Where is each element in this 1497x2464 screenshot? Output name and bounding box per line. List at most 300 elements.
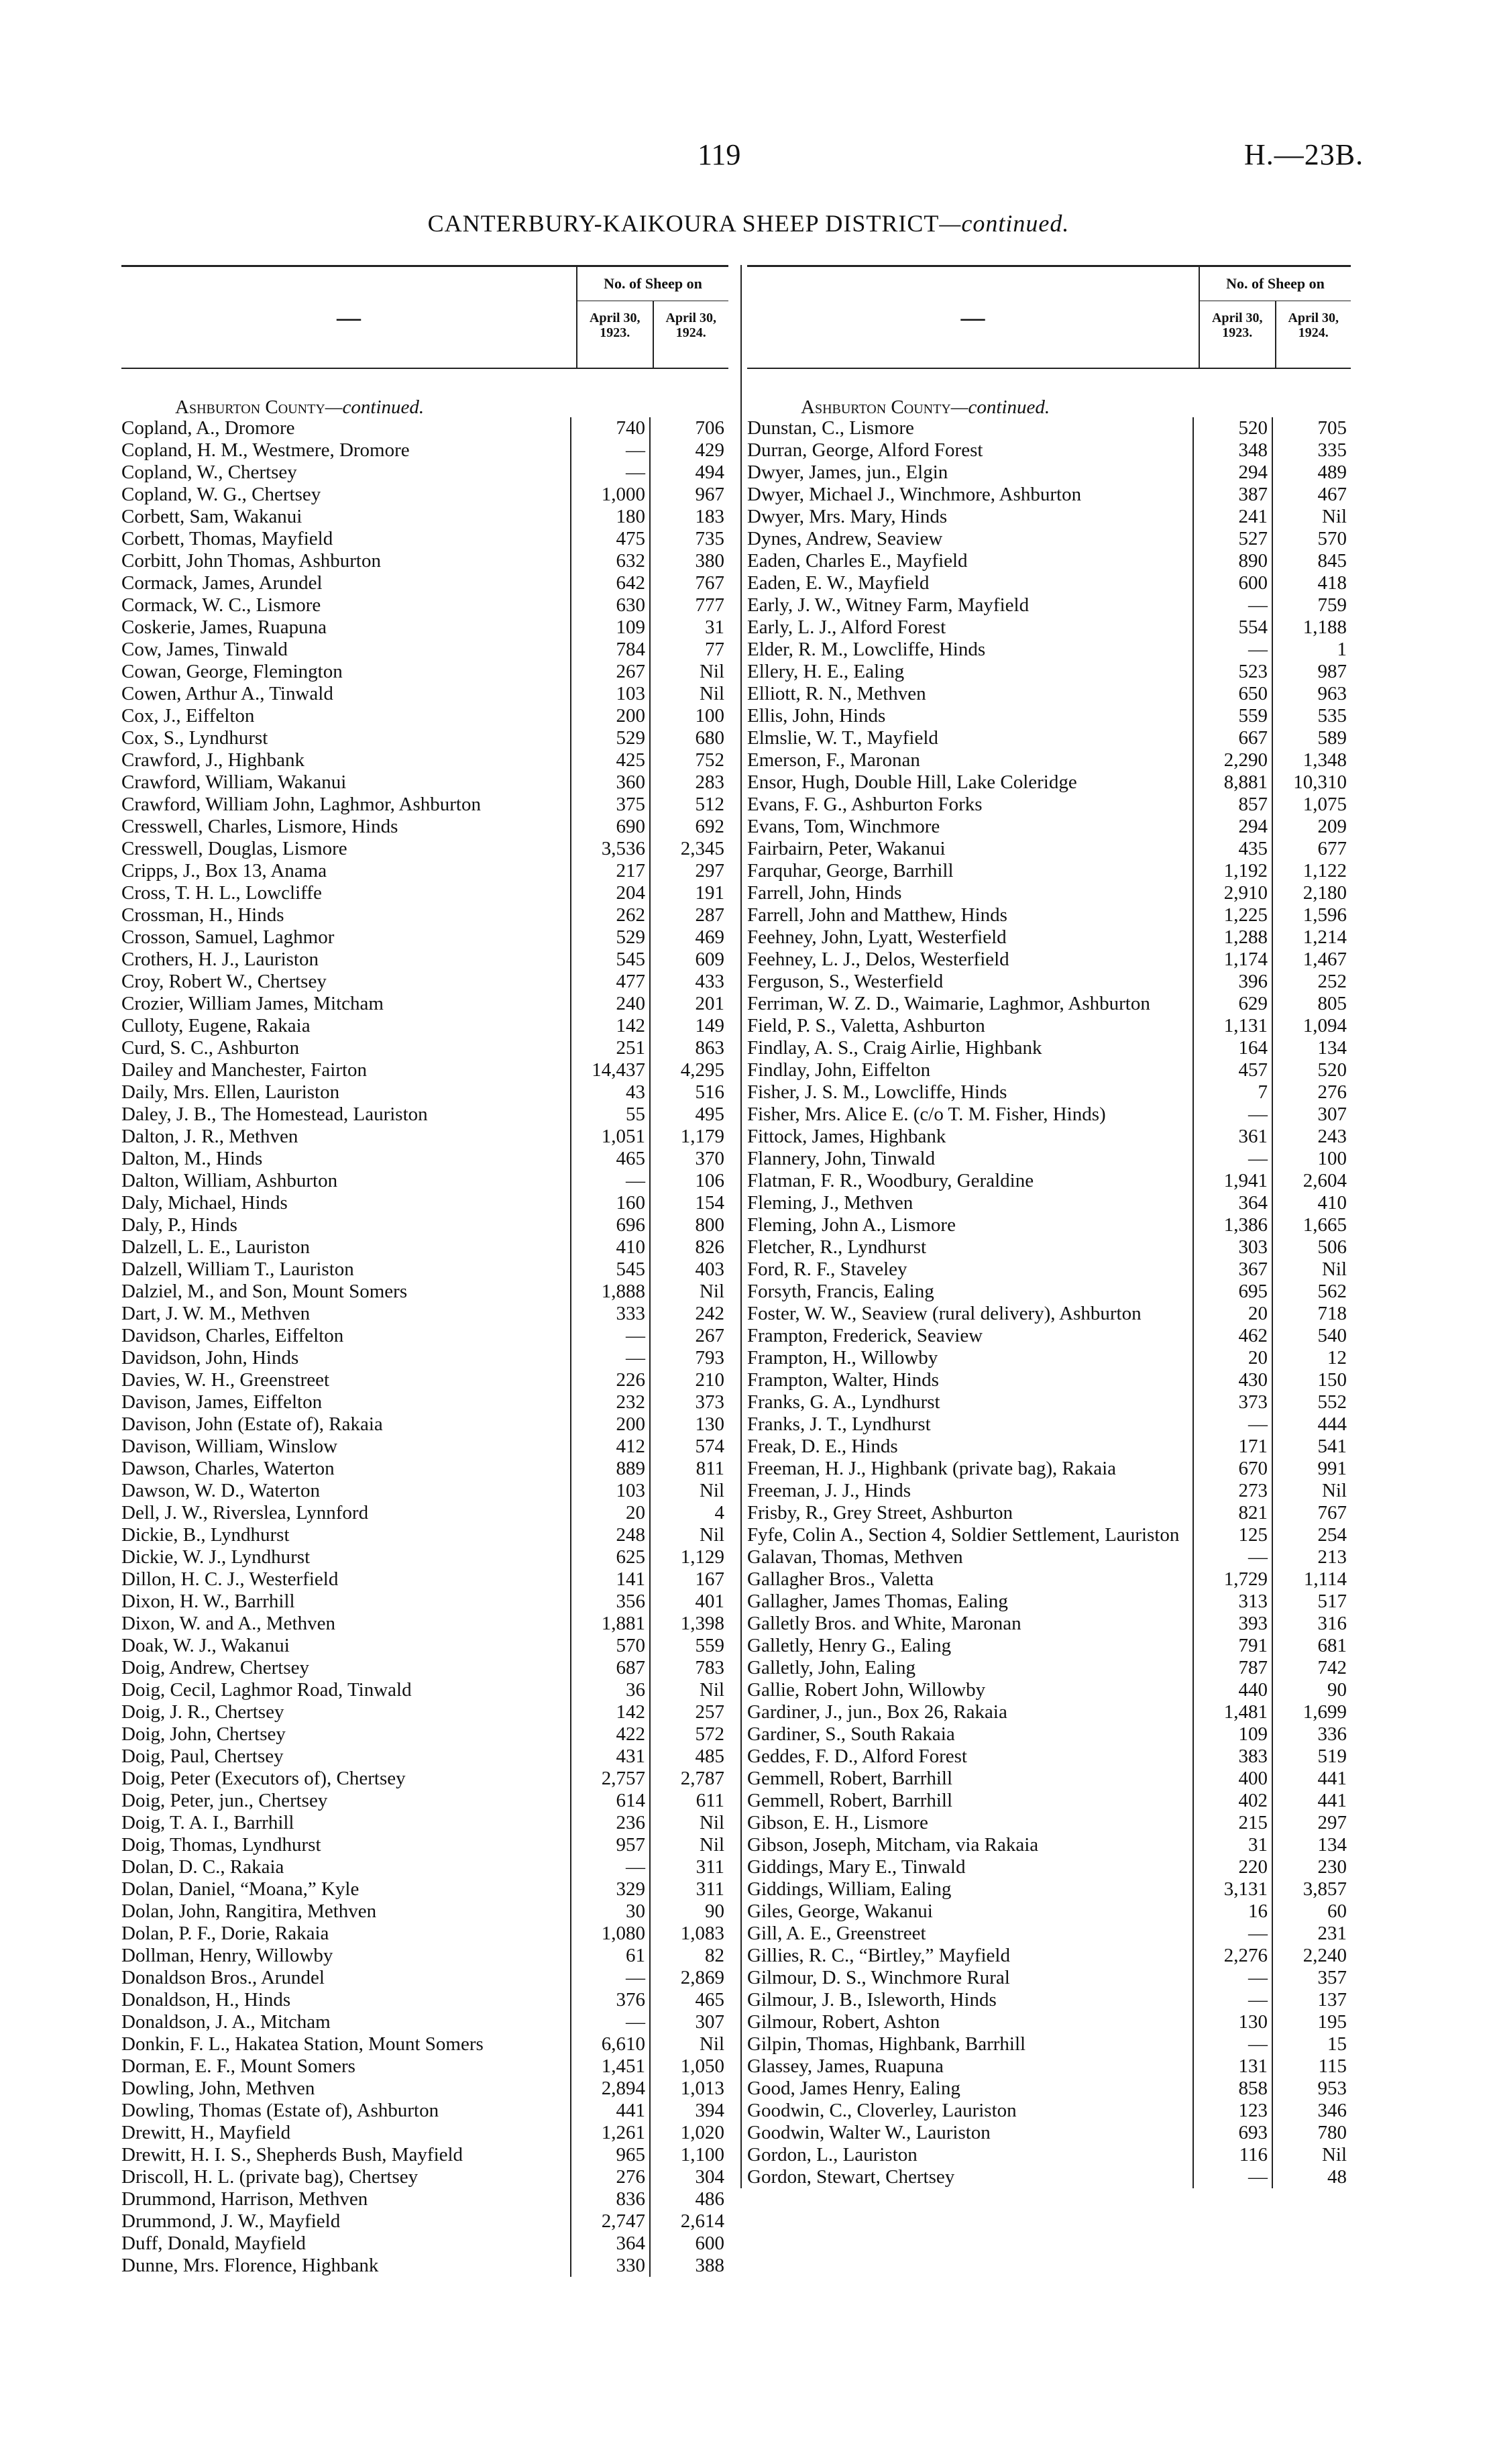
sheep-1924: 681 xyxy=(1272,1635,1351,1657)
owner-name: Dalton, M., Hinds xyxy=(121,1148,263,1169)
sheep-1923: 7 xyxy=(1193,1081,1272,1104)
sheep-1923: 294 xyxy=(1193,816,1272,838)
sheep-1923: 1,000 xyxy=(570,484,649,506)
sheep-1924: 444 xyxy=(1272,1413,1351,1436)
sheep-1924: 467 xyxy=(1272,484,1351,506)
owner-name: Ferriman, W. Z. D., Waimarie, Laghmor, Ashburton xyxy=(747,993,1150,1014)
table-row xyxy=(747,1480,1351,1502)
owner-name: Cowen, Arthur A., Tinwald xyxy=(121,683,333,704)
owner-name: Flatman, F. R., Woodbury, Geraldine xyxy=(747,1170,1034,1191)
sheep-1924: 380 xyxy=(649,550,728,572)
sheep-1923: 294 xyxy=(1193,462,1272,484)
sheep-1923: 109 xyxy=(1193,1723,1272,1746)
owner-name: Frampton, H., Willowby xyxy=(747,1347,938,1369)
table-row xyxy=(121,816,728,838)
table-row xyxy=(747,2144,1351,2166)
sheep-1923: 957 xyxy=(570,1834,649,1856)
table-row xyxy=(121,838,728,860)
sheep-1924: 195 xyxy=(1272,2011,1351,2033)
owner-name: Copland, W. G., Chertsey xyxy=(121,484,321,505)
table-row xyxy=(121,1148,728,1170)
table-row xyxy=(747,1214,1351,1236)
sheep-1924: 1,122 xyxy=(1272,860,1351,882)
owner-name: Dwyer, Michael J., Winchmore, Ashburton xyxy=(747,484,1082,505)
owner-name: Ellery, H. E., Ealing xyxy=(747,661,905,682)
sheep-1923: 1,386 xyxy=(1193,1214,1272,1236)
sheep-1924: 600 xyxy=(649,2233,728,2255)
sheep-1924: 267 xyxy=(649,1325,728,1347)
table-row xyxy=(121,1258,728,1281)
sheep-1924: 403 xyxy=(649,1258,728,1281)
sheep-1924: 1,129 xyxy=(649,1546,728,1568)
table-row xyxy=(747,1325,1351,1347)
owner-name: Evans, F. G., Ashburton Forks xyxy=(747,794,983,815)
sheep-1923: 2,910 xyxy=(1193,882,1272,904)
owner-name: Crothers, H. J., Lauriston xyxy=(121,949,319,970)
sheep-1923: 220 xyxy=(1193,1856,1272,1878)
sheep-1924: 2,180 xyxy=(1272,882,1351,904)
sheep-1923: 376 xyxy=(570,1989,649,2011)
sheep-1924: 800 xyxy=(649,1214,728,1236)
sheep-1923: 1,225 xyxy=(1193,904,1272,926)
table-row xyxy=(121,639,728,661)
owner-name: Cresswell, Douglas, Lismore xyxy=(121,838,347,859)
owner-name: Crozier, William James, Mitcham xyxy=(121,993,384,1014)
sheep-1924: 777 xyxy=(649,594,728,617)
sheep-1924: 307 xyxy=(649,2011,728,2033)
table-row xyxy=(747,1369,1351,1391)
section-suffix: —continued. xyxy=(325,396,425,418)
sheep-1924: 517 xyxy=(1272,1591,1351,1613)
table-row xyxy=(747,1458,1351,1480)
table-row xyxy=(121,484,728,506)
sheep-1923: 3,131 xyxy=(1193,1878,1272,1900)
sheep-1924: 826 xyxy=(649,1236,728,1258)
table-header xyxy=(747,265,1351,369)
sheep-1924: 589 xyxy=(1272,727,1351,749)
sheep-1924: 77 xyxy=(649,639,728,661)
sheep-1924: 283 xyxy=(649,771,728,794)
sheep-1923: 670 xyxy=(1193,1458,1272,1480)
sheep-1923: — xyxy=(1193,1104,1272,1126)
table-row xyxy=(747,1192,1351,1214)
sheep-1924: 82 xyxy=(649,1945,728,1967)
table-row xyxy=(747,1104,1351,1126)
sheep-1924: 469 xyxy=(649,926,728,949)
owner-name: Fairbairn, Peter, Wakanui xyxy=(747,838,946,859)
sheep-1923: 614 xyxy=(570,1790,649,1812)
table-row xyxy=(747,1037,1351,1059)
name-column-header: — xyxy=(337,304,361,331)
owner-name: Dalziel, M., and Son, Mount Somers xyxy=(121,1281,408,1302)
owner-name: Doig, John, Chertsey xyxy=(121,1723,286,1745)
sheep-1924: 201 xyxy=(649,993,728,1015)
sheep-1924: 297 xyxy=(649,860,728,882)
sheep-1924: 1,114 xyxy=(1272,1568,1351,1591)
table-row xyxy=(747,1258,1351,1281)
table-row xyxy=(121,949,728,971)
document-reference: H.—23B. xyxy=(1244,138,1364,171)
owner-name: Cross, T. H. L., Lowcliffe xyxy=(121,882,322,904)
owner-name: Dalton, J. R., Methven xyxy=(121,1126,298,1147)
sheep-1924: 276 xyxy=(1272,1081,1351,1104)
table-row xyxy=(747,1236,1351,1258)
year-headers xyxy=(577,301,728,368)
title-suffix: —continued. xyxy=(939,210,1070,237)
sheep-1924: 1,083 xyxy=(649,1923,728,1945)
sheep-1924: 10,310 xyxy=(1272,771,1351,794)
owner-name: Davidson, Charles, Eiffelton xyxy=(121,1325,344,1346)
sheep-1923: 330 xyxy=(570,2255,649,2277)
sheep-1924: 535 xyxy=(1272,705,1351,727)
sheep-1923: 267 xyxy=(570,661,649,683)
owner-name: Donaldson, J. A., Mitcham xyxy=(121,2011,331,2033)
owner-name: Farrell, John, Hinds xyxy=(747,882,902,904)
sheep-1923: 1,261 xyxy=(570,2122,649,2144)
sheep-1923: 141 xyxy=(570,1568,649,1591)
table-row xyxy=(121,1170,728,1192)
owner-name: Dolan, Daniel, “Moana,” Kyle xyxy=(121,1878,359,1900)
sheep-1924: Nil xyxy=(649,1281,728,1303)
sheep-1923: 400 xyxy=(1193,1768,1272,1790)
sheep-1923: 889 xyxy=(570,1458,649,1480)
sheep-1923: 696 xyxy=(570,1214,649,1236)
table-row xyxy=(121,1613,728,1635)
sheep-1923: 791 xyxy=(1193,1635,1272,1657)
sheep-1924: Nil xyxy=(1272,506,1351,528)
sheep-1924: 297 xyxy=(1272,1812,1351,1834)
sheep-1924: 1,596 xyxy=(1272,904,1351,926)
owner-name: Dickie, B., Lyndhurst xyxy=(121,1524,290,1546)
table-row xyxy=(121,794,728,816)
table-row xyxy=(121,1347,728,1369)
sheep-1924: 987 xyxy=(1272,661,1351,683)
sheep-1923: 529 xyxy=(570,926,649,949)
sheep-1923: 559 xyxy=(1193,705,1272,727)
sheep-1923: 465 xyxy=(570,1148,649,1170)
sheep-1924: 287 xyxy=(649,904,728,926)
owner-name: Dolan, John, Rangitira, Methven xyxy=(121,1900,377,1922)
sheep-1923: 1,481 xyxy=(1193,1701,1272,1723)
owner-name: Corbitt, John Thomas, Ashburton xyxy=(121,550,381,572)
sheep-1924: 512 xyxy=(649,794,728,816)
sheep-1923: 313 xyxy=(1193,1591,1272,1613)
table-row xyxy=(747,639,1351,661)
sheep-1923: — xyxy=(570,1967,649,1989)
sheep-1924: 243 xyxy=(1272,1126,1351,1148)
sheep-1923: 570 xyxy=(570,1635,649,1657)
sheep-count-header xyxy=(576,267,728,368)
table-row xyxy=(121,1037,728,1059)
sheep-1924: 967 xyxy=(649,484,728,506)
page-title xyxy=(0,209,1497,237)
sheep-1924: 115 xyxy=(1272,2055,1351,2078)
table-row xyxy=(121,2233,728,2255)
sheep-1924: 572 xyxy=(649,1723,728,1746)
sheep-1923: — xyxy=(570,1347,649,1369)
owner-name: Elder, R. M., Lowcliffe, Hinds xyxy=(747,639,986,660)
sheep-1923: 858 xyxy=(1193,2078,1272,2100)
sheep-1923: 393 xyxy=(1193,1613,1272,1635)
sheep-1923: — xyxy=(570,1856,649,1878)
table-row xyxy=(121,1214,728,1236)
owner-name: Farquhar, George, Barrhill xyxy=(747,860,954,881)
owner-name: Fittock, James, Highbank xyxy=(747,1126,946,1147)
table-row xyxy=(747,971,1351,993)
sheep-1923: 240 xyxy=(570,993,649,1015)
owner-name: Early, L. J., Alford Forest xyxy=(747,617,946,638)
sheep-1924: 100 xyxy=(649,705,728,727)
table-row xyxy=(747,1989,1351,2011)
sheep-1924: 418 xyxy=(1272,572,1351,594)
table-row xyxy=(121,1059,728,1081)
table-row xyxy=(747,594,1351,617)
owner-name: Drewitt, H., Mayfield xyxy=(121,2122,291,2143)
owner-name: Dawson, W. D., Waterton xyxy=(121,1480,320,1501)
sheep-1923: 600 xyxy=(1193,572,1272,594)
sheep-1924: 4,295 xyxy=(649,1059,728,1081)
sheep-1924: 230 xyxy=(1272,1856,1351,1878)
sheep-1923: 1,729 xyxy=(1193,1568,1272,1591)
sheep-1924: 1,188 xyxy=(1272,617,1351,639)
owner-name: Farrell, John and Matthew, Hinds xyxy=(747,904,1007,926)
sheep-1923: 630 xyxy=(570,594,649,617)
sheep-1923: 529 xyxy=(570,727,649,749)
sheep-1924: 489 xyxy=(1272,462,1351,484)
table-row xyxy=(121,1303,728,1325)
sheep-1923: 180 xyxy=(570,506,649,528)
owner-name: Davison, James, Eiffelton xyxy=(121,1391,323,1413)
sheep-1924: 48 xyxy=(1272,2166,1351,2188)
table-row xyxy=(121,904,728,926)
sheep-1924: 1,467 xyxy=(1272,949,1351,971)
sheep-1924: Nil xyxy=(649,1524,728,1546)
owner-name: Emerson, F., Maronan xyxy=(747,749,920,771)
owner-name: Gordon, L., Lauriston xyxy=(747,2144,918,2165)
table-row xyxy=(121,882,728,904)
sheep-1923: 410 xyxy=(570,1236,649,1258)
table-row xyxy=(121,1591,728,1613)
sheep-1924: 394 xyxy=(649,2100,728,2122)
table-row xyxy=(121,1126,728,1148)
sheep-1923: 784 xyxy=(570,639,649,661)
sheep-1923: 375 xyxy=(570,794,649,816)
sheep-1924: 735 xyxy=(649,528,728,550)
sheep-1923: 116 xyxy=(1193,2144,1272,2166)
table-row xyxy=(121,1701,728,1723)
owner-name: Ensor, Hugh, Double Hill, Lake Coleridge xyxy=(747,771,1077,793)
sheep-1924: 516 xyxy=(649,1081,728,1104)
sheep-1923: — xyxy=(1193,1413,1272,1436)
table-row xyxy=(121,2055,728,2078)
owner-name: Gilpin, Thomas, Highbank, Barrhill xyxy=(747,2033,1026,2055)
sheep-1924: 311 xyxy=(649,1856,728,1878)
table-row xyxy=(121,572,728,594)
sheep-1923: 364 xyxy=(570,2233,649,2255)
sheep-1924: 465 xyxy=(649,1989,728,2011)
owner-name: Flannery, John, Tinwald xyxy=(747,1148,936,1169)
sheep-1924: 335 xyxy=(1272,439,1351,462)
sheep-1924: 31 xyxy=(649,617,728,639)
owner-name: Copland, A., Dromore xyxy=(121,417,295,439)
sheep-1923: 55 xyxy=(570,1104,649,1126)
table-row xyxy=(121,727,728,749)
sheep-1924: 692 xyxy=(649,816,728,838)
sheep-1924: Nil xyxy=(1272,2144,1351,2166)
owner-name: Durran, George, Alford Forest xyxy=(747,439,983,461)
table-row xyxy=(121,1989,728,2011)
table-row xyxy=(121,1768,728,1790)
sheep-1923: — xyxy=(1193,1989,1272,2011)
sheep-1924: 767 xyxy=(1272,1502,1351,1524)
table-row xyxy=(121,417,728,439)
owner-name: Gardiner, J., jun., Box 26, Rakaia xyxy=(747,1701,1007,1723)
section-name: Ashburton County xyxy=(175,396,325,418)
section-suffix: —continued. xyxy=(950,396,1050,418)
table-row xyxy=(121,926,728,949)
sheep-1924: 559 xyxy=(649,1635,728,1657)
owner-name: Gemmell, Robert, Barrhill xyxy=(747,1768,953,1789)
sheep-1924: 167 xyxy=(649,1568,728,1591)
sheep-1924: 433 xyxy=(649,971,728,993)
owner-name: Frisby, R., Grey Street, Ashburton xyxy=(747,1502,1013,1523)
table-row xyxy=(747,749,1351,771)
table-row xyxy=(121,1635,728,1657)
owner-name: Croy, Robert W., Chertsey xyxy=(121,971,327,992)
table-row xyxy=(121,462,728,484)
sheep-1924: 60 xyxy=(1272,1900,1351,1923)
sheep-1924: 100 xyxy=(1272,1148,1351,1170)
table-row xyxy=(747,1679,1351,1701)
owner-name: Eaden, E. W., Mayfield xyxy=(747,572,930,594)
sheep-1923: 890 xyxy=(1193,550,1272,572)
owner-name: Field, P. S., Valetta, Ashburton xyxy=(747,1015,985,1036)
sheep-1924: Nil xyxy=(649,1480,728,1502)
sheep-1923: 457 xyxy=(1193,1059,1272,1081)
sheep-1924: 12 xyxy=(1272,1347,1351,1369)
table-row xyxy=(121,705,728,727)
table-row xyxy=(121,1325,728,1347)
owner-name: Davison, John (Estate of), Rakaia xyxy=(121,1413,383,1435)
table-row xyxy=(121,550,728,572)
owner-name: Early, J. W., Witney Farm, Mayfield xyxy=(747,594,1030,616)
table-row xyxy=(747,1502,1351,1524)
table-row xyxy=(121,2078,728,2100)
table-row xyxy=(747,705,1351,727)
owner-name: Copland, W., Chertsey xyxy=(121,462,297,483)
owner-name: Copland, H. M., Westmere, Dromore xyxy=(121,439,410,461)
table-row xyxy=(747,1524,1351,1546)
owner-name: Doig, Cecil, Laghmor Road, Tinwald xyxy=(121,1679,412,1701)
sheep-1923: 160 xyxy=(570,1192,649,1214)
sheep-1924: 150 xyxy=(1272,1369,1351,1391)
table-row xyxy=(747,1546,1351,1568)
sheep-1924: 677 xyxy=(1272,838,1351,860)
sheep-1923: 520 xyxy=(1193,417,1272,439)
sheep-1923: 1,888 xyxy=(570,1281,649,1303)
table-row xyxy=(747,882,1351,904)
owner-name: Dixon, H. W., Barrhill xyxy=(121,1591,295,1612)
sheep-1924: 793 xyxy=(649,1347,728,1369)
sheep-1923: 109 xyxy=(570,617,649,639)
table-row xyxy=(747,462,1351,484)
sheep-1924: 2,345 xyxy=(649,838,728,860)
sheep-1923: 545 xyxy=(570,949,649,971)
sheep-1924: 519 xyxy=(1272,1746,1351,1768)
owner-name: Frampton, Frederick, Seaview xyxy=(747,1325,983,1346)
owner-name: Gibson, Joseph, Mitcham, via Rakaia xyxy=(747,1834,1039,1856)
col-1923-header: April 30, 1923. xyxy=(589,311,641,340)
sheep-1923: 131 xyxy=(1193,2055,1272,2078)
col-1924-header: April 30, 1924. xyxy=(653,301,729,368)
table-row xyxy=(747,838,1351,860)
col-1923-header: April 30, 1923. xyxy=(1211,311,1263,340)
sheep-1923: 142 xyxy=(570,1701,649,1723)
table-row xyxy=(747,2122,1351,2144)
owner-name: Feehney, L. J., Delos, Westerfield xyxy=(747,949,1009,970)
sheep-1923: 1,451 xyxy=(570,2055,649,2078)
table-row xyxy=(747,1900,1351,1923)
sheep-1923: 554 xyxy=(1193,617,1272,639)
sheep-1924: 767 xyxy=(649,572,728,594)
table-row xyxy=(747,572,1351,594)
sheep-1923: 103 xyxy=(570,1480,649,1502)
table-row xyxy=(747,617,1351,639)
owner-name: Fletcher, R., Lyndhurst xyxy=(747,1236,927,1258)
sheep-1923: 422 xyxy=(570,1723,649,1746)
sheep-1923: 650 xyxy=(1193,683,1272,705)
sheep-1923: 527 xyxy=(1193,528,1272,550)
owner-name: Dorman, E. F., Mount Somers xyxy=(121,2055,355,2077)
sheep-1924: 506 xyxy=(1272,1236,1351,1258)
table-row xyxy=(121,1192,728,1214)
sheep-1923: 61 xyxy=(570,1945,649,1967)
table-row xyxy=(747,1613,1351,1635)
sheep-1924: 991 xyxy=(1272,1458,1351,1480)
sheep-1923: 361 xyxy=(1193,1126,1272,1148)
owner-name: Drewitt, H. I. S., Shepherds Bush, Mayfield xyxy=(121,2144,463,2165)
owner-name: Dolan, P. F., Dorie, Rakaia xyxy=(121,1923,329,1944)
sheep-1924: 574 xyxy=(649,1436,728,1458)
sheep-1924: 1,665 xyxy=(1272,1214,1351,1236)
sheep-1923: 6,610 xyxy=(570,2033,649,2055)
owner-name: Frampton, Walter, Hinds xyxy=(747,1369,939,1391)
sheep-1924: 134 xyxy=(1272,1037,1351,1059)
table-row xyxy=(747,506,1351,528)
sheep-1923: 402 xyxy=(1193,1790,1272,1812)
table-row xyxy=(121,1502,728,1524)
sheep-1923: 236 xyxy=(570,1812,649,1834)
sheep-1923: — xyxy=(1193,594,1272,617)
table-row xyxy=(747,860,1351,882)
sheep-1924: 90 xyxy=(649,1900,728,1923)
sheep-1923: 475 xyxy=(570,528,649,550)
sheep-1923: 142 xyxy=(570,1015,649,1037)
owner-name: Freeman, H. J., Highbank (private bag), Rakaia xyxy=(747,1458,1117,1479)
table-row xyxy=(121,1015,728,1037)
sheep-1924: 357 xyxy=(1272,1967,1351,1989)
sheep-1924: 1,398 xyxy=(649,1613,728,1635)
sheep-1924: 2,604 xyxy=(1272,1170,1351,1192)
owner-name: Corbett, Thomas, Mayfield xyxy=(121,528,333,549)
owner-name: Doak, W. J., Wakanui xyxy=(121,1635,290,1656)
sheep-1924: 863 xyxy=(649,1037,728,1059)
sheep-1924: 137 xyxy=(1272,1989,1351,2011)
owner-name: Doig, Andrew, Chertsey xyxy=(121,1657,310,1678)
sheep-1924: 1,094 xyxy=(1272,1015,1351,1037)
name-column-header: — xyxy=(960,304,985,331)
table-row xyxy=(121,1679,728,1701)
